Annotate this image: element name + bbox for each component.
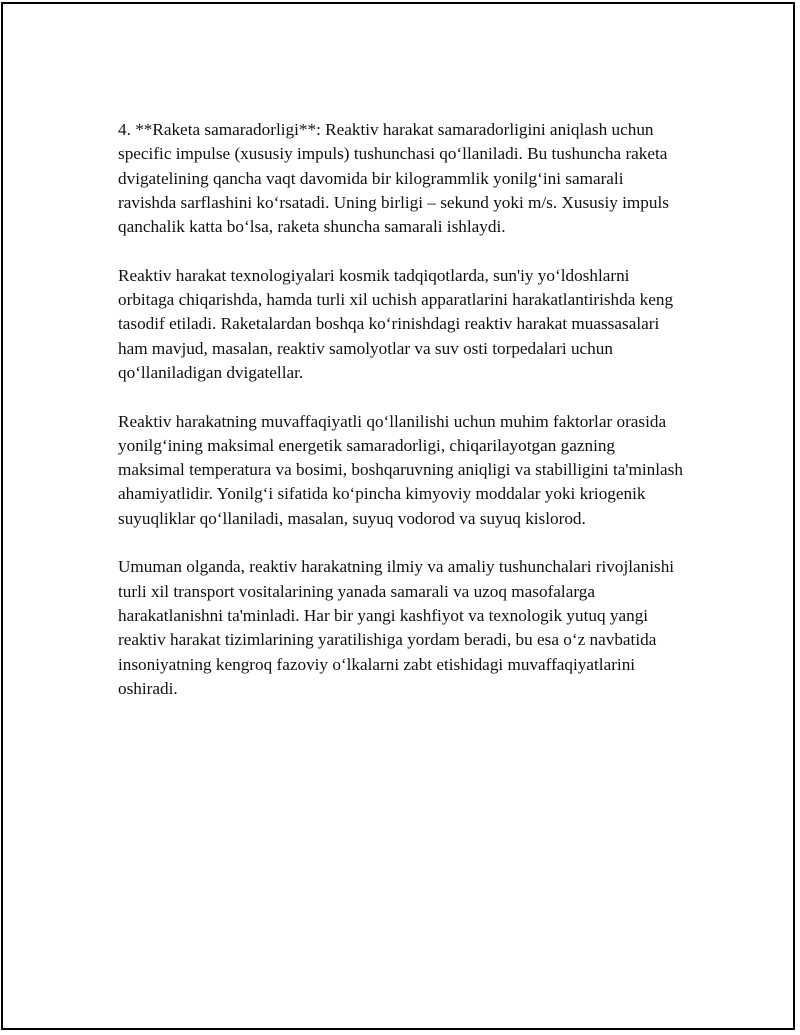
paragraph-jet-technologies: Reaktiv harakat texnologiyalari kosmik tadqiqotlarda, sun'iy yo‘ldoshlarni orbitaga chiqarishda, hamda turli xil uchish apparatlarini harakatlantirishda keng tasodif etiladi. Raketalardan boshqa ko‘rinishdagi reaktiv harakat muassasalari ham mavjud, masalan, reaktiv samolyotlar va suv osti torpedalari uchun qo‘llaniladigan dvigatellar. [118, 265, 674, 382]
paragraph-success-factors: Reaktiv harakatning muvaffaqiyatli qo‘llanilishi uchun muhim faktorlar orasida yonilg‘ining maksimal energetik samaradorligi, chiqarilayotgan gazning maksimal temperatura va bosimi, boshqaruvning aniqligi va stabilligini ta'minlash ahamiyatlidir. Yonilg‘i sifatida ko‘pincha kimyoviy moddalar yoki kriogenik suyuqliklar qo‘llaniladi, masalan, suyuq vodorod va suyuq kislorod. [118, 411, 683, 528]
paragraph-rocket-efficiency: 4. **Raketa samaradorligi**: Reaktiv harakat samaradorligini aniqlash uchun specific impulse (xususiy impuls) tushunchasi qo‘llaniladi. Bu tushuncha raketa dvigatelining qancha vaqt davomida bir kilogrammlik yonilg‘ini samarali ravishda sarflashini ko‘rsatadi. Uning birligi – sekund yoki m/s. Xususiy impuls qanchalik katta bo‘lsa, raketa shuncha samarali ishlaydi. [118, 120, 669, 237]
document-body [118, 118, 684, 725]
paragraph-conclusion: Umuman olganda, reaktiv harakatning ilmiy va amaliy tushunchalari rivojlanishi turli xil transport vositalarining yanada samarali va uzoq masofalarga harakatlanishni ta'minladi. Har bir yangi kashfiyot va texnologik yutuq yangi reaktiv harakat tizimlarining yaratilishiga yordam beradi, bu esa o‘z navbatida insoniyatning kengroq fazoviy o‘lkalarni zabt etishidagi muvaffaqiyatlarini oshiradi. [118, 557, 675, 698]
